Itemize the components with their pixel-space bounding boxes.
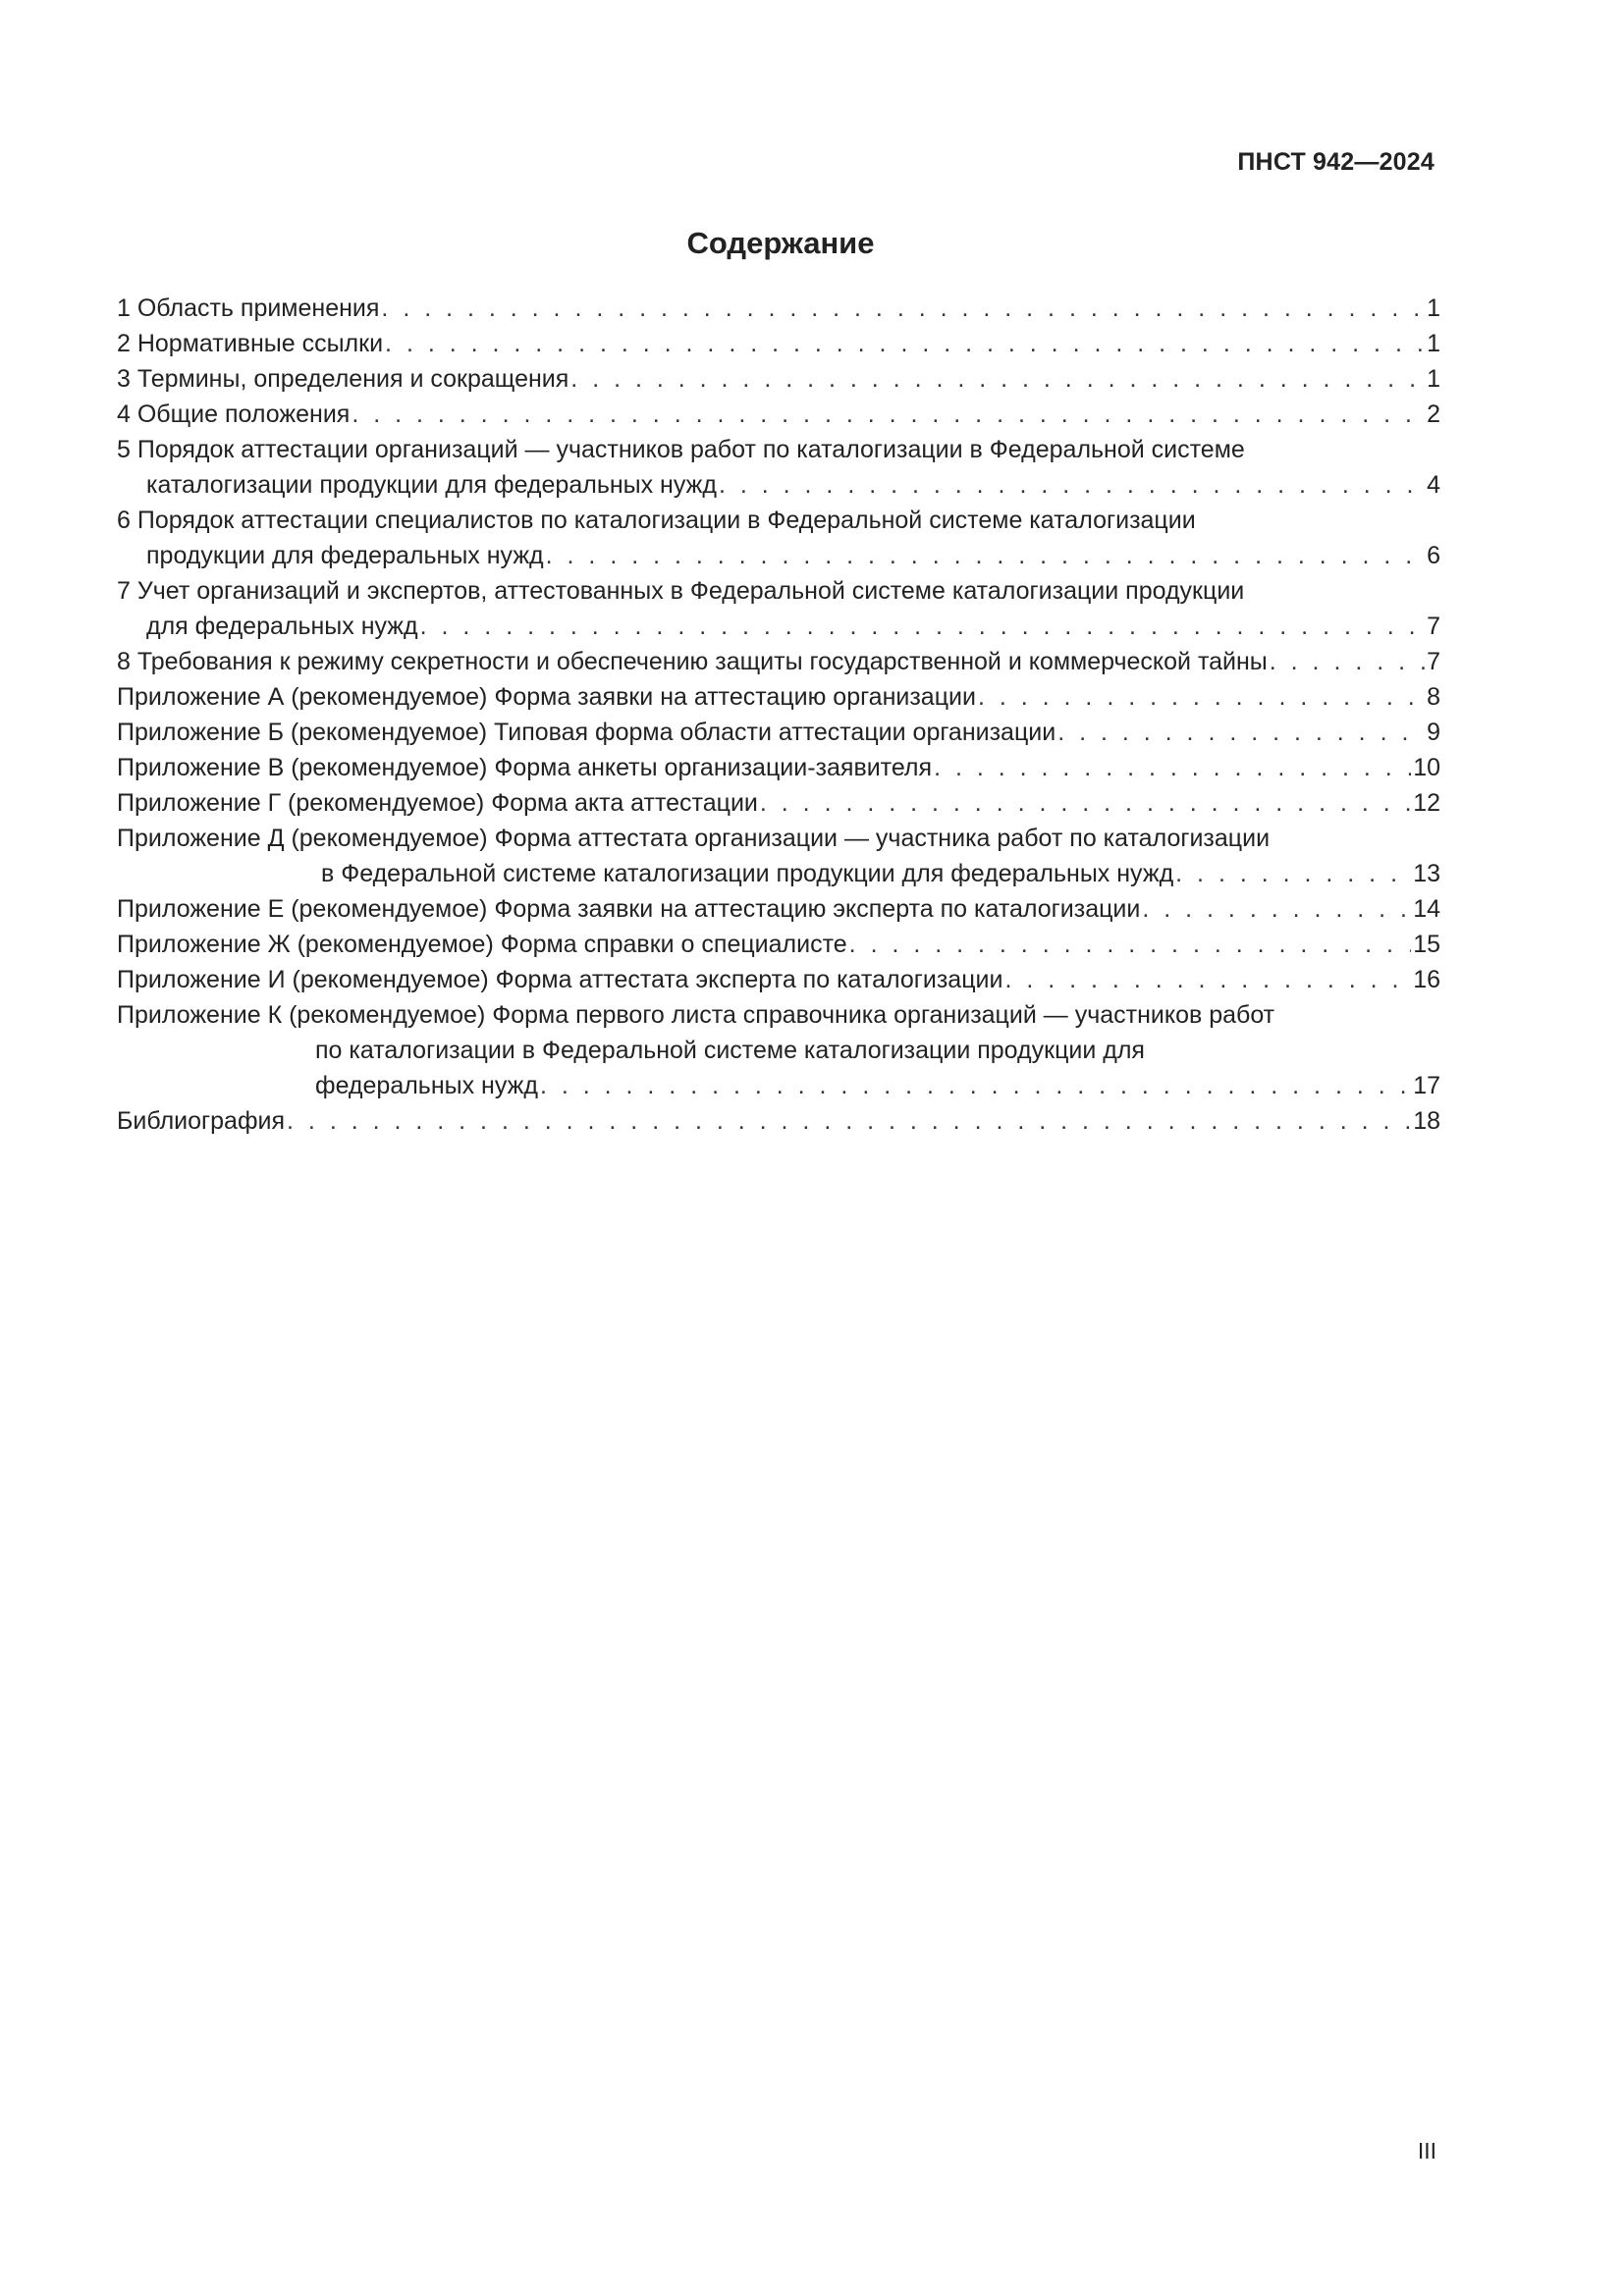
toc-line [117,1068,1440,1103]
toc-line [117,538,1440,573]
toc-entry-5[interactable] [117,432,1440,503]
toc-entry-appendix-zh[interactable] [117,927,1440,962]
toc-entry-7[interactable] [117,573,1440,644]
toc-line [117,962,1440,997]
toc-line [117,1103,1440,1139]
toc-leader-dots [1142,891,1411,927]
toc-entry-text: 3 Термины, определения и сокращения [117,365,569,393]
toc-entry-text: 7 Учет организаций и экспертов, аттестованных в Федеральной системе каталогизации продукции [117,577,1245,605]
toc-entry-text: Приложение Ж (рекомендуемое) Форма справки о специалисте [117,931,847,958]
toc-page-number: 9 [1427,719,1440,746]
toc-entry-text-continued: продукции для федеральных нужд [146,542,544,569]
toc-leader-dots [420,609,1425,644]
toc-line [117,679,1440,715]
toc-leader-dots [385,326,1425,361]
toc-page-number: 7 [1427,648,1440,675]
toc-line [117,291,1440,326]
toc-entry-text-continued: в Федеральной системе каталогизации продукции для федеральных нужд [321,860,1174,887]
toc-line [117,821,1440,856]
toc-page-number: 10 [1413,754,1440,781]
toc-entry-text-continued: по каталогизации в Федеральной системе каталогизации продукции для [315,1037,1145,1064]
toc-line [117,397,1440,432]
toc-page-number: 16 [1413,966,1440,993]
toc-entry-3[interactable] [117,361,1440,397]
toc-entry-text: 2 Нормативные ссылки [117,330,384,357]
toc-line [117,573,1440,609]
toc-entry-text: 4 Общие положения [117,400,351,428]
toc-line [117,997,1440,1033]
toc-page-number: 1 [1427,330,1440,357]
toc-entry-text: Приложение Е (рекомендуемое) Форма заявки на аттестацию эксперта по каталогизации [117,895,1141,923]
document-code: ПНСТ 942—2024 [1237,148,1435,176]
toc-page-number: 15 [1413,931,1440,958]
toc-entry-text: Приложение И (рекомендуемое) Форма аттестата эксперта по каталогизации [117,966,1003,993]
toc-entry-text: Приложение Г (рекомендуемое) Форма акта аттестации [117,789,758,817]
toc-leader-dots [352,397,1425,432]
toc-line [117,785,1440,821]
toc-entry-text: Приложение А (рекомендуемое) Форма заявки на аттестацию организации [117,683,976,711]
toc-entry-text: Приложение К (рекомендуемое) Форма первого листа справочника организаций — участников работ [117,1001,1275,1029]
toc-page-number: 7 [1427,613,1440,640]
toc-leader-dots [1270,644,1425,679]
toc-page-number: 17 [1413,1072,1440,1099]
toc-page-number: 13 [1413,860,1440,887]
toc-line [117,927,1440,962]
toc-page-number: 2 [1427,400,1440,428]
toc-entry-text: Приложение Д (рекомендуемое) Форма аттестата организации — участника работ по каталогизации [117,825,1271,852]
toc-line [117,856,1440,891]
toc-line [117,609,1440,644]
toc-page-number: 6 [1427,542,1440,569]
toc-leader-dots [540,1068,1411,1103]
toc-line [117,503,1440,538]
toc-leader-dots [1004,962,1411,997]
toc-entry-appendix-i[interactable] [117,962,1440,997]
toc-entry-2[interactable] [117,326,1440,361]
toc-entry-text: 8 Требования к режиму секретности и обеспечению защиты государственной и коммерческой тайны [117,648,1268,675]
toc-entry-appendix-b[interactable] [117,715,1440,750]
toc-entry-appendix-g[interactable] [117,785,1440,821]
toc-page-number: 8 [1427,683,1440,711]
toc-entry-text-continued: федеральных нужд [315,1072,538,1099]
toc-leader-dots [978,679,1425,715]
toc-page-number: 4 [1427,471,1440,499]
toc-line [117,1033,1440,1068]
toc-entry-1[interactable] [117,291,1440,326]
toc-page-number: 1 [1427,294,1440,322]
toc-entry-6[interactable] [117,503,1440,573]
toc-leader-dots [760,785,1411,821]
toc-entry-text: 5 Порядок аттестации организаций — участников работ по каталогизации в Федеральной системе [117,436,1245,463]
toc-line [117,361,1440,397]
toc-entry-8[interactable] [117,644,1440,679]
toc-entry-text: 6 Порядок аттестации специалистов по каталогизации в Федеральной системе каталогизации [117,507,1196,534]
toc-line [117,467,1440,503]
toc-leader-dots [546,538,1425,573]
page-title: Содержание [686,226,875,260]
toc-entry-bibliography[interactable] [117,1103,1440,1139]
toc-entry-text-continued: каталогизации продукции для федеральных нужд [146,471,717,499]
toc-entry-text: Приложение В (рекомендуемое) Форма анкеты организации-заявителя [117,754,933,781]
toc-line [117,715,1440,750]
toc-line [117,891,1440,927]
toc-entry-text: Приложение Б (рекомендуемое) Типовая форма области аттестации организации [117,719,1056,746]
toc-leader-dots [719,467,1425,503]
toc-leader-dots [570,361,1425,397]
page-number: III [1417,2138,1436,2163]
toc-leader-dots [1175,856,1411,891]
toc-entry-text: Библиография [117,1107,286,1135]
table-of-contents [117,291,1440,1139]
toc-line [117,750,1440,785]
toc-entry-appendix-e[interactable] [117,891,1440,927]
toc-leader-dots [287,1103,1411,1139]
toc-entry-appendix-k[interactable] [117,997,1440,1103]
toc-line [117,432,1440,467]
toc-entry-appendix-d[interactable] [117,821,1440,891]
toc-entry-appendix-v[interactable] [117,750,1440,785]
toc-line [117,644,1440,679]
toc-page-number: 1 [1427,365,1440,393]
toc-page-number: 12 [1413,789,1440,817]
toc-entry-4[interactable] [117,397,1440,432]
toc-leader-dots [934,750,1411,785]
toc-leader-dots [849,927,1412,962]
toc-line [117,326,1440,361]
toc-entry-appendix-a[interactable] [117,679,1440,715]
toc-entry-text: 1 Область применения [117,294,380,322]
toc-leader-dots [381,291,1425,326]
toc-page-number: 18 [1413,1107,1440,1135]
toc-leader-dots [1057,715,1425,750]
toc-entry-text-continued: для федеральных нужд [146,613,418,640]
toc-page-number: 14 [1413,895,1440,923]
